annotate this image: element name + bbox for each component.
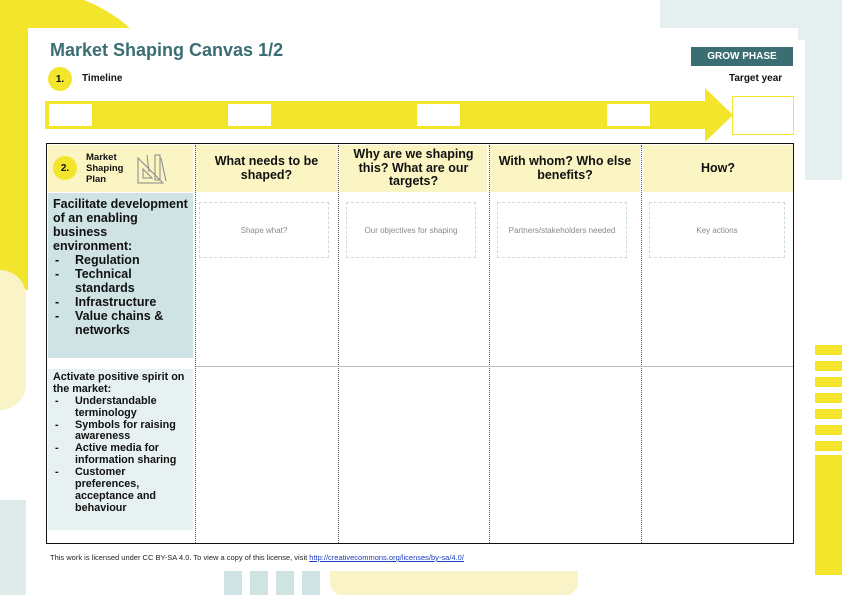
- list-item: - Symbols for raising awareness: [53, 420, 188, 444]
- license-link[interactable]: http://creativecommons.org/licenses/by-sa/4.0/: [309, 553, 464, 562]
- timeline-label: Timeline: [82, 73, 123, 84]
- list-item: - Understandable terminology: [53, 396, 188, 420]
- decorative-cream-shape: [0, 270, 26, 410]
- list-item: - Customer preferences, acceptance and behaviour: [53, 467, 188, 515]
- column-divider: [641, 145, 642, 543]
- column-divider: [338, 145, 339, 543]
- row-item-list: [53, 396, 188, 515]
- column-header-how: How?: [643, 145, 793, 192]
- decorative-teal-shape: [0, 500, 26, 595]
- key-actions-field[interactable]: Key actions: [649, 202, 785, 258]
- target-year-label: Target year: [729, 73, 783, 84]
- decorative-yellow-bar: [815, 455, 842, 575]
- row-item-list: [53, 253, 188, 337]
- plan-label: Market Shaping Plan: [86, 152, 124, 185]
- decorative-teal-stripes: [224, 571, 326, 595]
- license-footer: [50, 553, 464, 562]
- decorative-teal-band: [805, 0, 842, 180]
- drafting-tools-icon: [135, 152, 169, 186]
- row-title: Activate positive spirit on the market:: [53, 371, 185, 395]
- row-header-market-spirit: [48, 369, 193, 530]
- timeline-milestone-field[interactable]: [228, 104, 271, 126]
- list-item: - Infrastructure: [53, 295, 188, 309]
- column-divider: [195, 145, 196, 543]
- column-header-why: Why are we shaping this? What are our targets?: [340, 145, 487, 192]
- timeline-number-badge: 1.: [48, 67, 72, 91]
- target-year-field[interactable]: [732, 96, 794, 135]
- column-header-with-whom: With whom? Who else benefits?: [490, 145, 640, 192]
- timeline-milestone-field[interactable]: [49, 104, 92, 126]
- page-title: Market Shaping Canvas 1/2: [50, 40, 284, 60]
- phase-badge: GROW PHASE: [691, 47, 793, 66]
- column-divider: [489, 145, 490, 543]
- list-item: - Active media for information sharing: [53, 443, 188, 467]
- timeline-arrow: [45, 101, 707, 129]
- timeline-milestone-field[interactable]: [417, 104, 460, 126]
- list-item: - Technical standards: [53, 267, 188, 295]
- plan-number-badge: 2.: [53, 156, 77, 180]
- decorative-cream-bar: [330, 571, 578, 595]
- timeline-milestone-field[interactable]: [607, 104, 650, 126]
- row-title: Facilitate development of an enabling business environment:: [53, 197, 188, 253]
- list-item: - Regulation: [53, 253, 188, 267]
- license-text: This work is licensed under CC BY-SA 4.0. To view a copy of this license, visit: [50, 553, 310, 562]
- row-divider: [196, 366, 793, 367]
- decorative-yellow-stripes: [815, 345, 842, 453]
- shape-what-field[interactable]: Shape what?: [199, 202, 329, 258]
- objectives-field[interactable]: Our objectives for shaping: [346, 202, 476, 258]
- list-item: - Value chains & networks: [53, 309, 188, 337]
- partners-field[interactable]: Partners/stakeholders needed: [497, 202, 627, 258]
- column-header-what: What needs to be shaped?: [195, 145, 338, 192]
- row-header-business-environment: [48, 193, 193, 358]
- timeline-arrow-head: [705, 88, 733, 142]
